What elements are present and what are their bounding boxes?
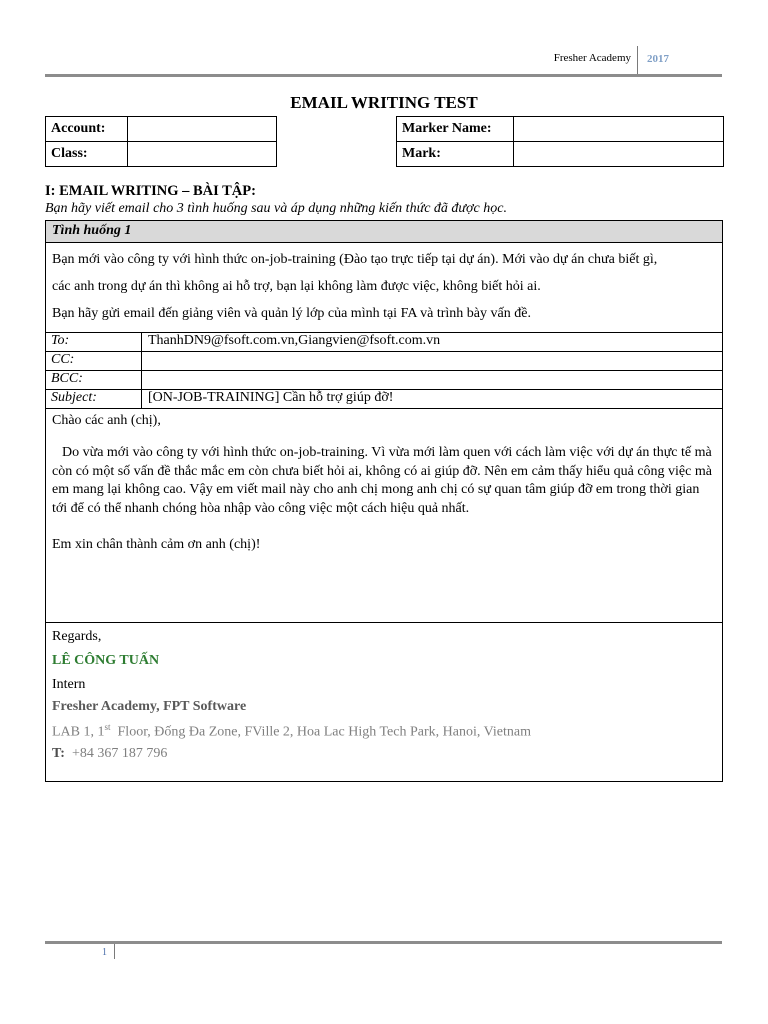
email-greeting: Chào các anh (chị),: [52, 413, 161, 428]
grid-line: [46, 408, 722, 409]
footer-separator: [114, 944, 115, 959]
mark-field[interactable]: [514, 142, 724, 167]
info-table-left: [45, 116, 277, 167]
section-title: I: EMAIL WRITING – BÀI TẬP:: [45, 183, 256, 199]
grid-line: [46, 370, 722, 371]
bcc-label: BCC:: [51, 371, 83, 386]
signature-phone: [52, 746, 167, 762]
class-label: Class:: [46, 142, 128, 167]
account-label: Account:: [46, 117, 128, 142]
grid-line: [46, 351, 722, 352]
phone-label: T:: [52, 746, 65, 761]
to-field[interactable]: ThanhDN9@fsoft.com.vn,Giangvien@fsoft.com.vn: [148, 333, 441, 348]
page-number: 1: [102, 947, 107, 958]
scenario-paragraph: Bạn mới vào công ty với hình thức on-job-training (Đào tạo trực tiếp tại dự án). Mới vào dự án chưa biết gì,: [52, 252, 658, 267]
marker-name-field[interactable]: [514, 117, 724, 142]
signature-name: LÊ CÔNG TUẤN: [52, 653, 160, 668]
to-label: To:: [51, 333, 70, 348]
header-year: 2017: [647, 53, 669, 65]
subject-label: Subject:: [51, 390, 97, 405]
info-table-right: [396, 116, 724, 167]
address-part: Floor, Đống Đa Zone, FVille 2, Hoa Lac High Tech Park, Hanoi, Vietnam: [110, 724, 531, 740]
footer-rule: [45, 941, 722, 944]
header-separator: [637, 46, 638, 76]
signature-regards: Regards,: [52, 629, 102, 644]
scenario-paragraph: Bạn hãy gửi email đến giảng viên và quản lý lớp của mình tại FA và trình bày vấn đề.: [52, 306, 531, 321]
page-title: EMAIL WRITING TEST: [290, 93, 478, 112]
section-subtitle: Bạn hãy viết email cho 3 tình huống sau và áp dụng những kiến thức đã được học.: [45, 201, 507, 216]
header-rule: [45, 74, 722, 77]
cc-label: CC:: [51, 352, 75, 367]
address-superscript: st: [104, 722, 111, 732]
scenario-heading: Tình huống 1: [52, 223, 132, 238]
email-closing: Em xin chân thành cảm ơn anh (chị)!: [52, 537, 261, 552]
signature-company: Fresher Academy, FPT Software: [52, 699, 247, 714]
address-part: LAB 1, 1: [52, 724, 105, 740]
signature-role: Intern: [52, 677, 86, 692]
signature-divider: [46, 622, 722, 623]
header-academy: Fresher Academy: [553, 52, 631, 64]
scenario-paragraph: các anh trong dự án thì không ai hỗ trợ, bạn lại không làm được việc, không biết hỏi ai.: [52, 279, 541, 294]
marker-name-label: Marker Name:: [397, 117, 514, 142]
subject-field[interactable]: [ON-JOB-TRAINING] Cần hỗ trợ giúp đỡ!: [148, 390, 394, 405]
scenario-heading-bar: [46, 221, 722, 243]
grid-divider: [141, 332, 142, 409]
email-body: Do vừa mới vào công ty với hình thức on-job-training. Vì vừa mới làm quen với cách làm việc với dự án thực tế mà còn có một số vấn đề thắc mắc em còn chưa biết hỏi ai, không có ai giúp đỡ. Nên em cảm thấy hiểu quả công việc mà em mang lại không cao. Vậy em viết mail này cho anh chị mong anh chị có sự quan tâm giúp đỡ em trong thời gian tới để có thể nhanh chóng hòa nhập vào công việc một cách hiệu quả nhất.: [52, 445, 712, 516]
class-field[interactable]: [128, 142, 277, 167]
mark-label: Mark:: [397, 142, 514, 167]
phone-number: +84 367 187 796: [64, 746, 168, 761]
account-field[interactable]: [128, 117, 277, 142]
signature-address: [52, 722, 531, 741]
